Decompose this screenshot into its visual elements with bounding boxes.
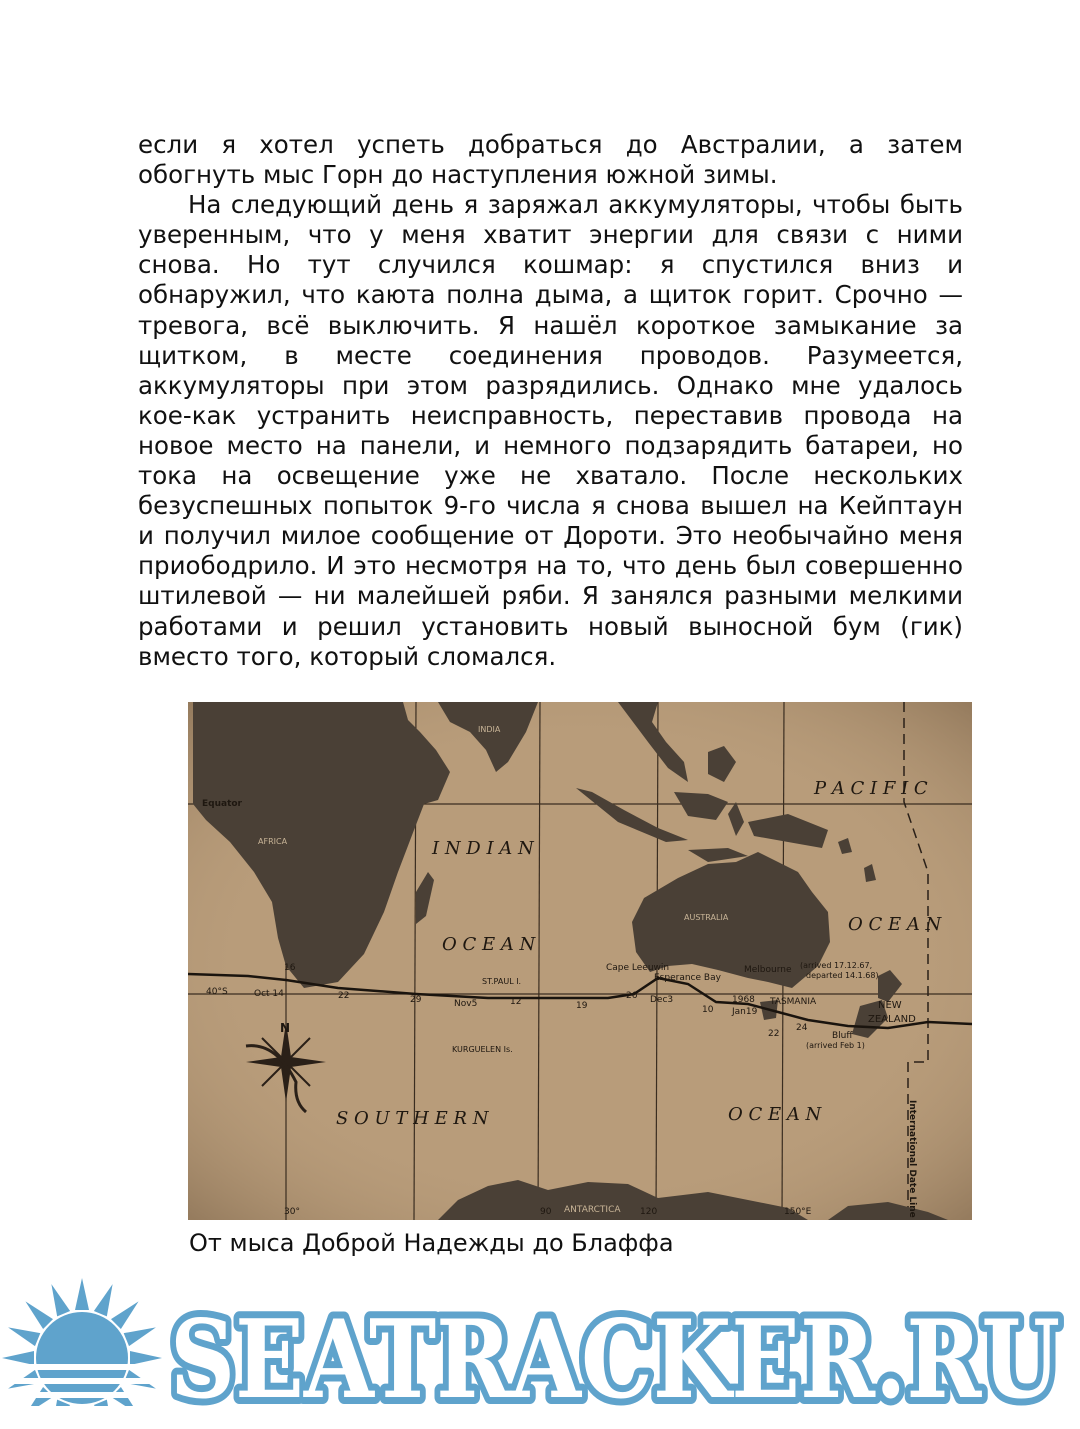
label-lon120: 120 — [640, 1207, 658, 1217]
label-equator: Equator — [202, 799, 242, 809]
figure-caption: От мыса Доброй Надежды до Блаффа — [189, 1229, 674, 1257]
label-19: 19 — [576, 1001, 588, 1011]
label-22a: 22 — [338, 991, 350, 1001]
label-ocean-pacific: O C E A N — [848, 914, 942, 935]
label-29: 29 — [410, 995, 422, 1005]
route-map — [188, 702, 972, 1220]
label-melbourne-note-2: departed 14.1.68) — [806, 971, 879, 980]
compass-n-label: N — [280, 1021, 291, 1035]
label-southern: S O U T H E R N — [336, 1108, 489, 1129]
label-antarctica: ANTARCTICA — [564, 1205, 621, 1215]
label-dec3: Dec3 — [650, 995, 674, 1005]
label-40s: 40°S — [206, 987, 228, 997]
label-bluff: Bluff — [832, 1031, 853, 1041]
label-kerguelen: KURGUELEN Is. — [452, 1045, 513, 1054]
label-16: 16 — [284, 963, 296, 973]
label-ocean-indian: O C E A N — [442, 934, 536, 955]
label-24: 24 — [796, 1023, 808, 1033]
label-australia: AUSTRALIA — [684, 913, 729, 922]
label-india: INDIA — [478, 725, 501, 734]
label-22b: 22 — [768, 1029, 780, 1039]
label-ocean-southern: O C E A N — [728, 1104, 822, 1125]
label-pacific: P A C I F I C — [814, 778, 928, 799]
paragraph-1: если я хотел успеть добраться до Австралии, а затем обогнуть мыс Горн до наступления южной зимы. — [138, 130, 963, 190]
body-text — [138, 130, 963, 672]
label-esperance-bay: Esperance Bay — [654, 973, 721, 983]
label-zealand: ZEALAND — [868, 1014, 916, 1025]
label-jan19: Jan19 — [732, 1007, 758, 1017]
label-st-paul: ST.PAUL I. — [482, 977, 522, 986]
label-26: 26 — [626, 991, 638, 1001]
label-melbourne-note-1: (arrived 17.12.67, — [800, 961, 873, 970]
label-oct14: Oct 14 — [254, 989, 284, 999]
label-lon150: 150°E — [784, 1207, 812, 1217]
watermark — [0, 1265, 1080, 1425]
label-idl: International Date Line — [907, 1100, 917, 1218]
label-cape-leeuwin: Cape Leeuwin — [606, 963, 670, 973]
label-new: NEW — [878, 1000, 902, 1011]
label-melbourne: Melbourne — [744, 965, 792, 975]
label-10: 10 — [702, 1005, 714, 1015]
label-12: 12 — [510, 997, 522, 1007]
watermark-text-outline: SEATRACKER.RU — [170, 1297, 1060, 1423]
label-1968: 1968 — [732, 995, 755, 1005]
label-tasmania: TASMANIA — [770, 997, 817, 1007]
paragraph-2: На следующий день я заряжал аккумуляторы, чтобы быть уверенным, что у меня хватит энергии для связи с ними снова. Но тут случился кошмар: я спустился вниз и обнаружил, что каюта полна дыма, а щиток горит. Срочно — тревога, всё выключить. Я нашёл короткое замыкание за щитком, в месте соединения проводов. Разумеется, аккумуляторы при этом разрядились. Однако мне удалось кое-как устранить неисправность, переставив провода на новое место на панели, и немного подзарядить батареи, но тока на освещение уже не хватало. После нескольких безуспешных попыток 9-го числа я снова вышел на Кейптаун и получил милое сообщение от Дороти. Это необычайно меня приободрило. И это несмотря на то, что день был совершенно штилевой — ни малейшей ряби. Я занялся разными мелкими работами и решил установить новый выносной бум (гик) вместо того, который сломался. — [138, 190, 963, 671]
watermark-text: SEATRACKER.RU — [170, 1297, 1060, 1423]
label-africa: AFRICA — [258, 837, 288, 846]
label-lon30: 30° — [284, 1207, 300, 1217]
label-bluff-note: (arrived Feb 1) — [806, 1041, 865, 1050]
label-lon90: 90 — [540, 1207, 552, 1217]
label-indian: I N D I A N — [432, 838, 534, 859]
sun-icon — [0, 1278, 172, 1425]
label-nov5: Nov5 — [454, 999, 478, 1009]
